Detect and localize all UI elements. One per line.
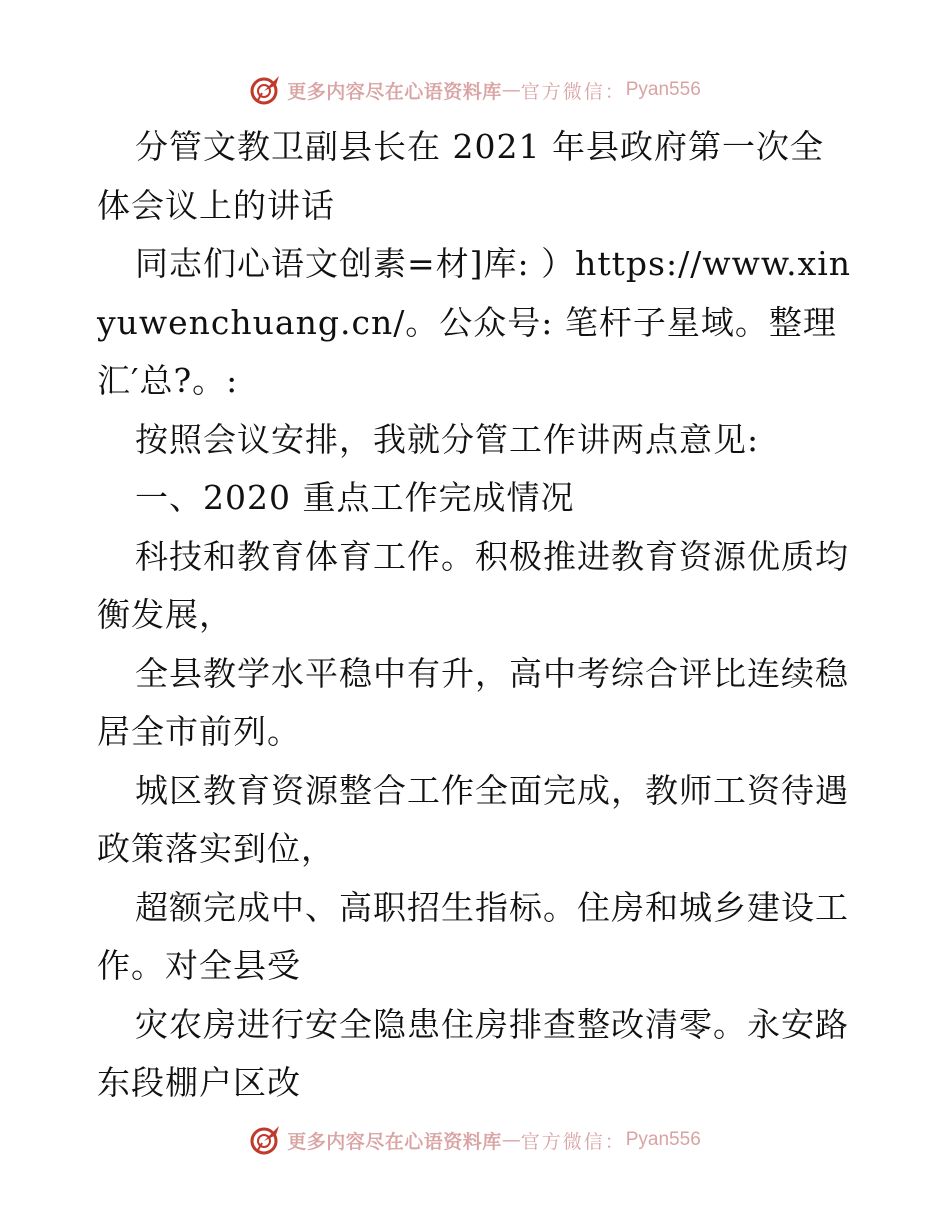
paragraph: 灾农房进行安全隐患住房排查整改清零。永安路东段棚户区改 [97, 1004, 849, 1102]
watermark-brand-text: 更多内容尽在心语资料库 [287, 80, 502, 103]
watermark-official-label: 官方微信： [520, 80, 626, 103]
paragraph: 全县教学水平稳中有升，高中考综合评比连续稳居全市前列。 [97, 653, 849, 751]
watermark-separator: — [501, 1129, 521, 1151]
paragraph: 一、2020 重点工作完成情况 [135, 478, 575, 517]
header-watermark-banner [0, 70, 950, 110]
watermark-wechat-id: Pyan556 [625, 1129, 701, 1150]
paragraph: 超额完成中、高职招生指标。住房和城乡建设工作。对全县受 [97, 887, 849, 985]
paragraph: 按照会议安排，我就分管工作讲两点意见: [135, 419, 760, 459]
watermark-wechat-id: Pyan556 [625, 79, 701, 100]
watermark-separator: — [501, 79, 521, 101]
document-title: 分管文教卫副县长在 2021 年县政府第一次全体会议上的讲话 [97, 127, 824, 225]
footer-watermark-banner [0, 1120, 950, 1160]
document-body [97, 118, 857, 1113]
paragraph: 城区教育资源整合工作全面完成，教师工资待遇政策落实到位， [97, 770, 849, 868]
paragraph: 科技和教育体育工作。积极推进教育资源优质均衡发展， [97, 536, 849, 634]
watermark-official-label: 官方微信： [520, 1130, 626, 1153]
quill-logo-icon [249, 73, 283, 107]
quill-logo-icon [249, 1123, 283, 1157]
paragraph: 同志们心语文创素=材]库: ）https://www.xinyuwenchuang.cn/。公众号: 笔杆子星域。整理汇′总?。: [97, 244, 852, 400]
watermark-brand-text: 更多内容尽在心语资料库 [287, 1130, 502, 1153]
